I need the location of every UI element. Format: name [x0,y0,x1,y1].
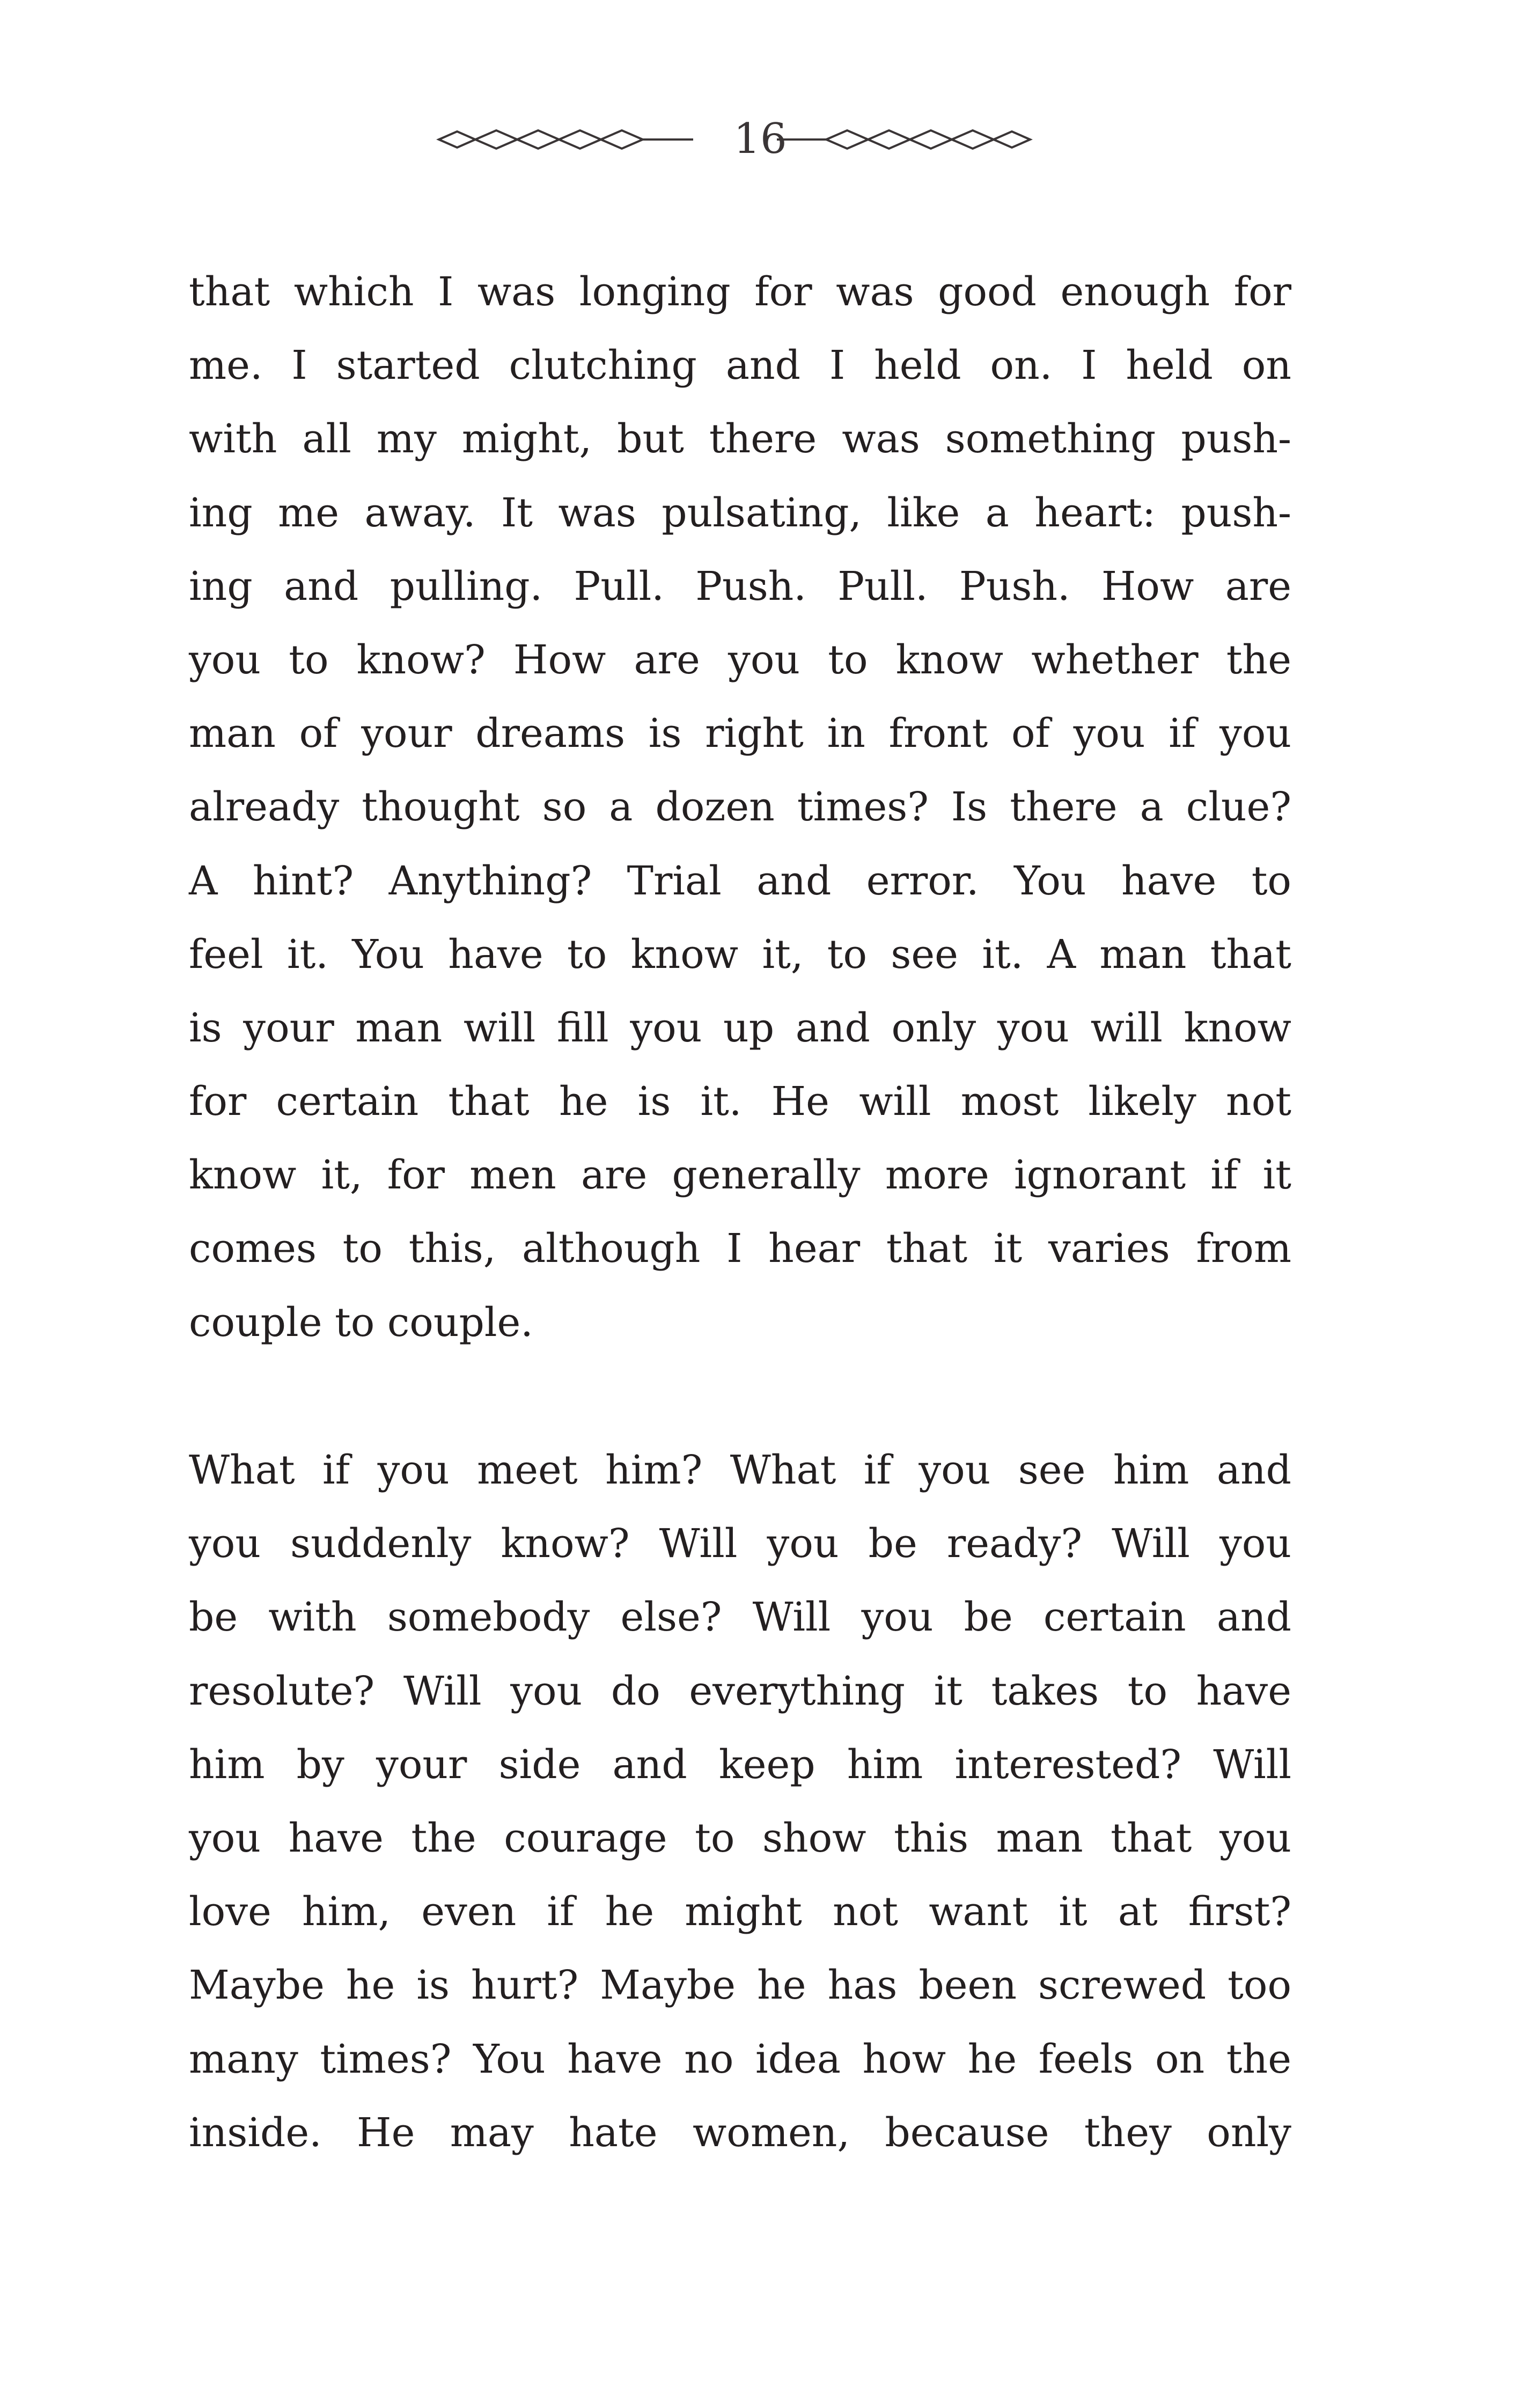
page-header [0,107,1521,172]
text-line: What if you meet him? What if you see him and [189,1447,1291,1493]
text-line: many times? You have no idea how he feels on the [189,2036,1291,2082]
text-line: be with somebody else? Will you be certain and [189,1594,1291,1641]
text-line: man of your dreams is right in front of you if you [189,710,1291,757]
text-line: for certain that he is it. He will most likely not [189,1078,1291,1125]
text-line: A hint? Anything? Trial and error. You have to [189,857,1291,904]
text-line: you have the courage to show this man that you [189,1815,1291,1861]
text-line: feel it. You have to know it, to see it. A man that [189,931,1291,978]
text-line: with all my might, but there was something push- [189,416,1291,462]
text-line: couple to couple. [189,1299,533,1346]
body-paragraph [189,255,1291,1360]
text-line: already thought so a dozen times? Is there a clue? [189,784,1291,831]
text-line: ing and pulling. Pull. Push. Pull. Push. How are [189,563,1291,610]
text-line: you to know? How are you to know whether the [189,636,1291,683]
text-line: know it, for men are generally more ignorant if it [189,1152,1291,1199]
text-line: Maybe he is hurt? Maybe he has been screwed too [189,1962,1291,2009]
text-line: inside. He may hate women, because they only [189,2109,1291,2156]
text-line: you suddenly know? Will you be ready? Will you [189,1521,1291,1567]
text-line: is your man will fill you up and only you will know [189,1004,1291,1051]
text-line: love him, even if he might not want it at first? [189,1889,1291,1935]
text-line: that which I was longing for was good enough for [189,269,1291,315]
page-number: 16 [733,115,787,163]
text-line: me. I started clutching and I held on. I held on [189,342,1291,389]
text-line: comes to this, although I hear that it varies from [189,1225,1291,1272]
text-line: ing me away. It was pulsating, like a heart: push- [189,489,1291,536]
text-line: him by your side and keep him interested? Will [189,1741,1291,1788]
text-line: resolute? Will you do everything it takes to have [189,1668,1291,1714]
body-paragraph [189,1434,1291,2170]
